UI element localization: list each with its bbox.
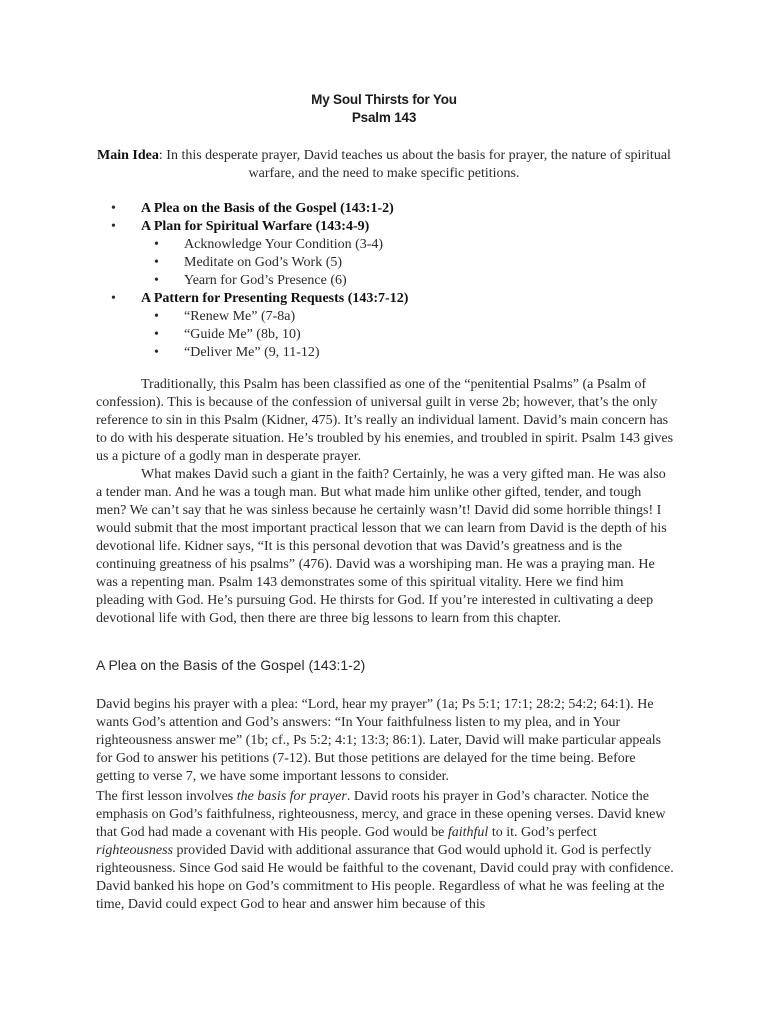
bullet-icon: •: [154, 309, 159, 324]
outline-item-text: Acknowledge Your Condition (3-4): [184, 237, 384, 252]
outline-item-text: A Plea on the Basis of the Gospel (143:1-2): [141, 201, 394, 216]
italic-run: righteousness: [96, 843, 173, 858]
main-idea-label: Main Idea: [97, 148, 159, 163]
section-heading: A Plea on the Basis of the Gospel (143:1-2): [96, 657, 366, 673]
paragraph-first-lesson: [96, 788, 674, 914]
paragraph-intro: Traditionally, this Psalm has been classified as one of the “penitential Psalms” (a Psalm of confession). This is because of the confession of universal guilt in verse 2b; however, that’s the only reference to sin in this Psalm (Kidner, 475). It’s really an individual lament. David’s main concern has to do with his desperate situation. He’s troubled by his enemies, and troubled in spirit. Psalm 143 gives us a picture of a godly man in desperate prayer.: [96, 377, 674, 464]
italic-run: faithful: [447, 825, 489, 840]
outline-item-text: “Renew Me” (7-8a): [184, 309, 296, 324]
bullet-icon: •: [154, 237, 159, 252]
outline-item-text: “Guide Me” (8b, 10): [184, 327, 301, 342]
main-idea: [96, 147, 672, 183]
bullet-icon: •: [111, 291, 116, 306]
text-run: provided David with additional assurance that God would uphold it. God is perfectly righteousness. Since God said He would be faithful to the covenant, David could pray with confidence. David banked his hope on God’s commitment to His people. Regardless of what he was feeling at the time, David could expect God to hear and answer him because of this: [96, 843, 674, 912]
text-run: . David roots his prayer in God’s character. Notice the emphasis on God’s faithfulness, righteousness, mercy, and grace in these opening verses. David knew that God had made a covenant with His people. God would be: [96, 789, 666, 840]
text-run: to it. God’s perfect: [488, 825, 597, 840]
bullet-icon: •: [154, 345, 159, 360]
main-idea-text: : In this desperate prayer, David teaches us about the basis for prayer, the nature of spiritual warfare, and the need to make specific petitions.: [158, 148, 671, 181]
outline-item-text: “Deliver Me” (9, 11-12): [184, 345, 320, 360]
document-subtitle: Psalm 143: [351, 110, 417, 125]
outline-item-text: Meditate on God’s Work (5): [184, 255, 343, 270]
bullet-icon: •: [154, 255, 159, 270]
paragraph-plea: David begins his prayer with a plea: “Lord, hear my prayer” (1a; Ps 5:1; 17:1; 28:2; 54:2; 64:1). He wants God’s attention and God’s answers: “In Your faithfulness listen to my plea, and in Your righteousness answer me” (1b; cf., Ps 5:2; 4:1; 13:3; 86:1). Later, David will make particular appeals for God to answer his petitions (7-12). But those petitions are delayed for the time being. Before getting to verse 7, we have some important lessons to consider.: [96, 697, 662, 784]
outline-item-text: A Pattern for Presenting Requests (143:7-12): [141, 291, 409, 306]
paragraph-david-greatness: What makes David such a giant in the faith? Certainly, he was a very gifted man. He was also a tender man. And he was a tough man. But what made him unlike other gifted, tender, and tough men? We can’t say that he was sinless because he certainly wasn’t! David did some horrible things! I would submit that the most important practical lesson that we can learn from David is the depth of his devotional life. Kidner says, “It is this personal devotion that was David’s greatness and is the continuing greatness of his psalms” (476). David was a worshiping man. He was a praying man. He was a repenting man. Psalm 143 demonstrates some of this spiritual vitality. Here we find him pleading with God. He’s pursuing God. He thirsts for God. If you’re interested in cultivating a deep devotional life with God, then there are three big lessons to learn from this chapter.: [96, 467, 667, 626]
outline-item-text: A Plan for Spiritual Warfare (143:4-9): [141, 219, 370, 234]
outline-item-text: Yearn for God’s Presence (6): [184, 273, 347, 288]
document-title: My Soul Thirsts for You: [311, 92, 457, 107]
text-run: The first lesson involves: [96, 789, 237, 804]
bullet-icon: •: [111, 201, 116, 216]
italic-run: the basis for prayer: [236, 789, 347, 804]
bullet-icon: •: [111, 219, 116, 234]
bullet-icon: •: [154, 273, 159, 288]
bullet-icon: •: [154, 327, 159, 342]
